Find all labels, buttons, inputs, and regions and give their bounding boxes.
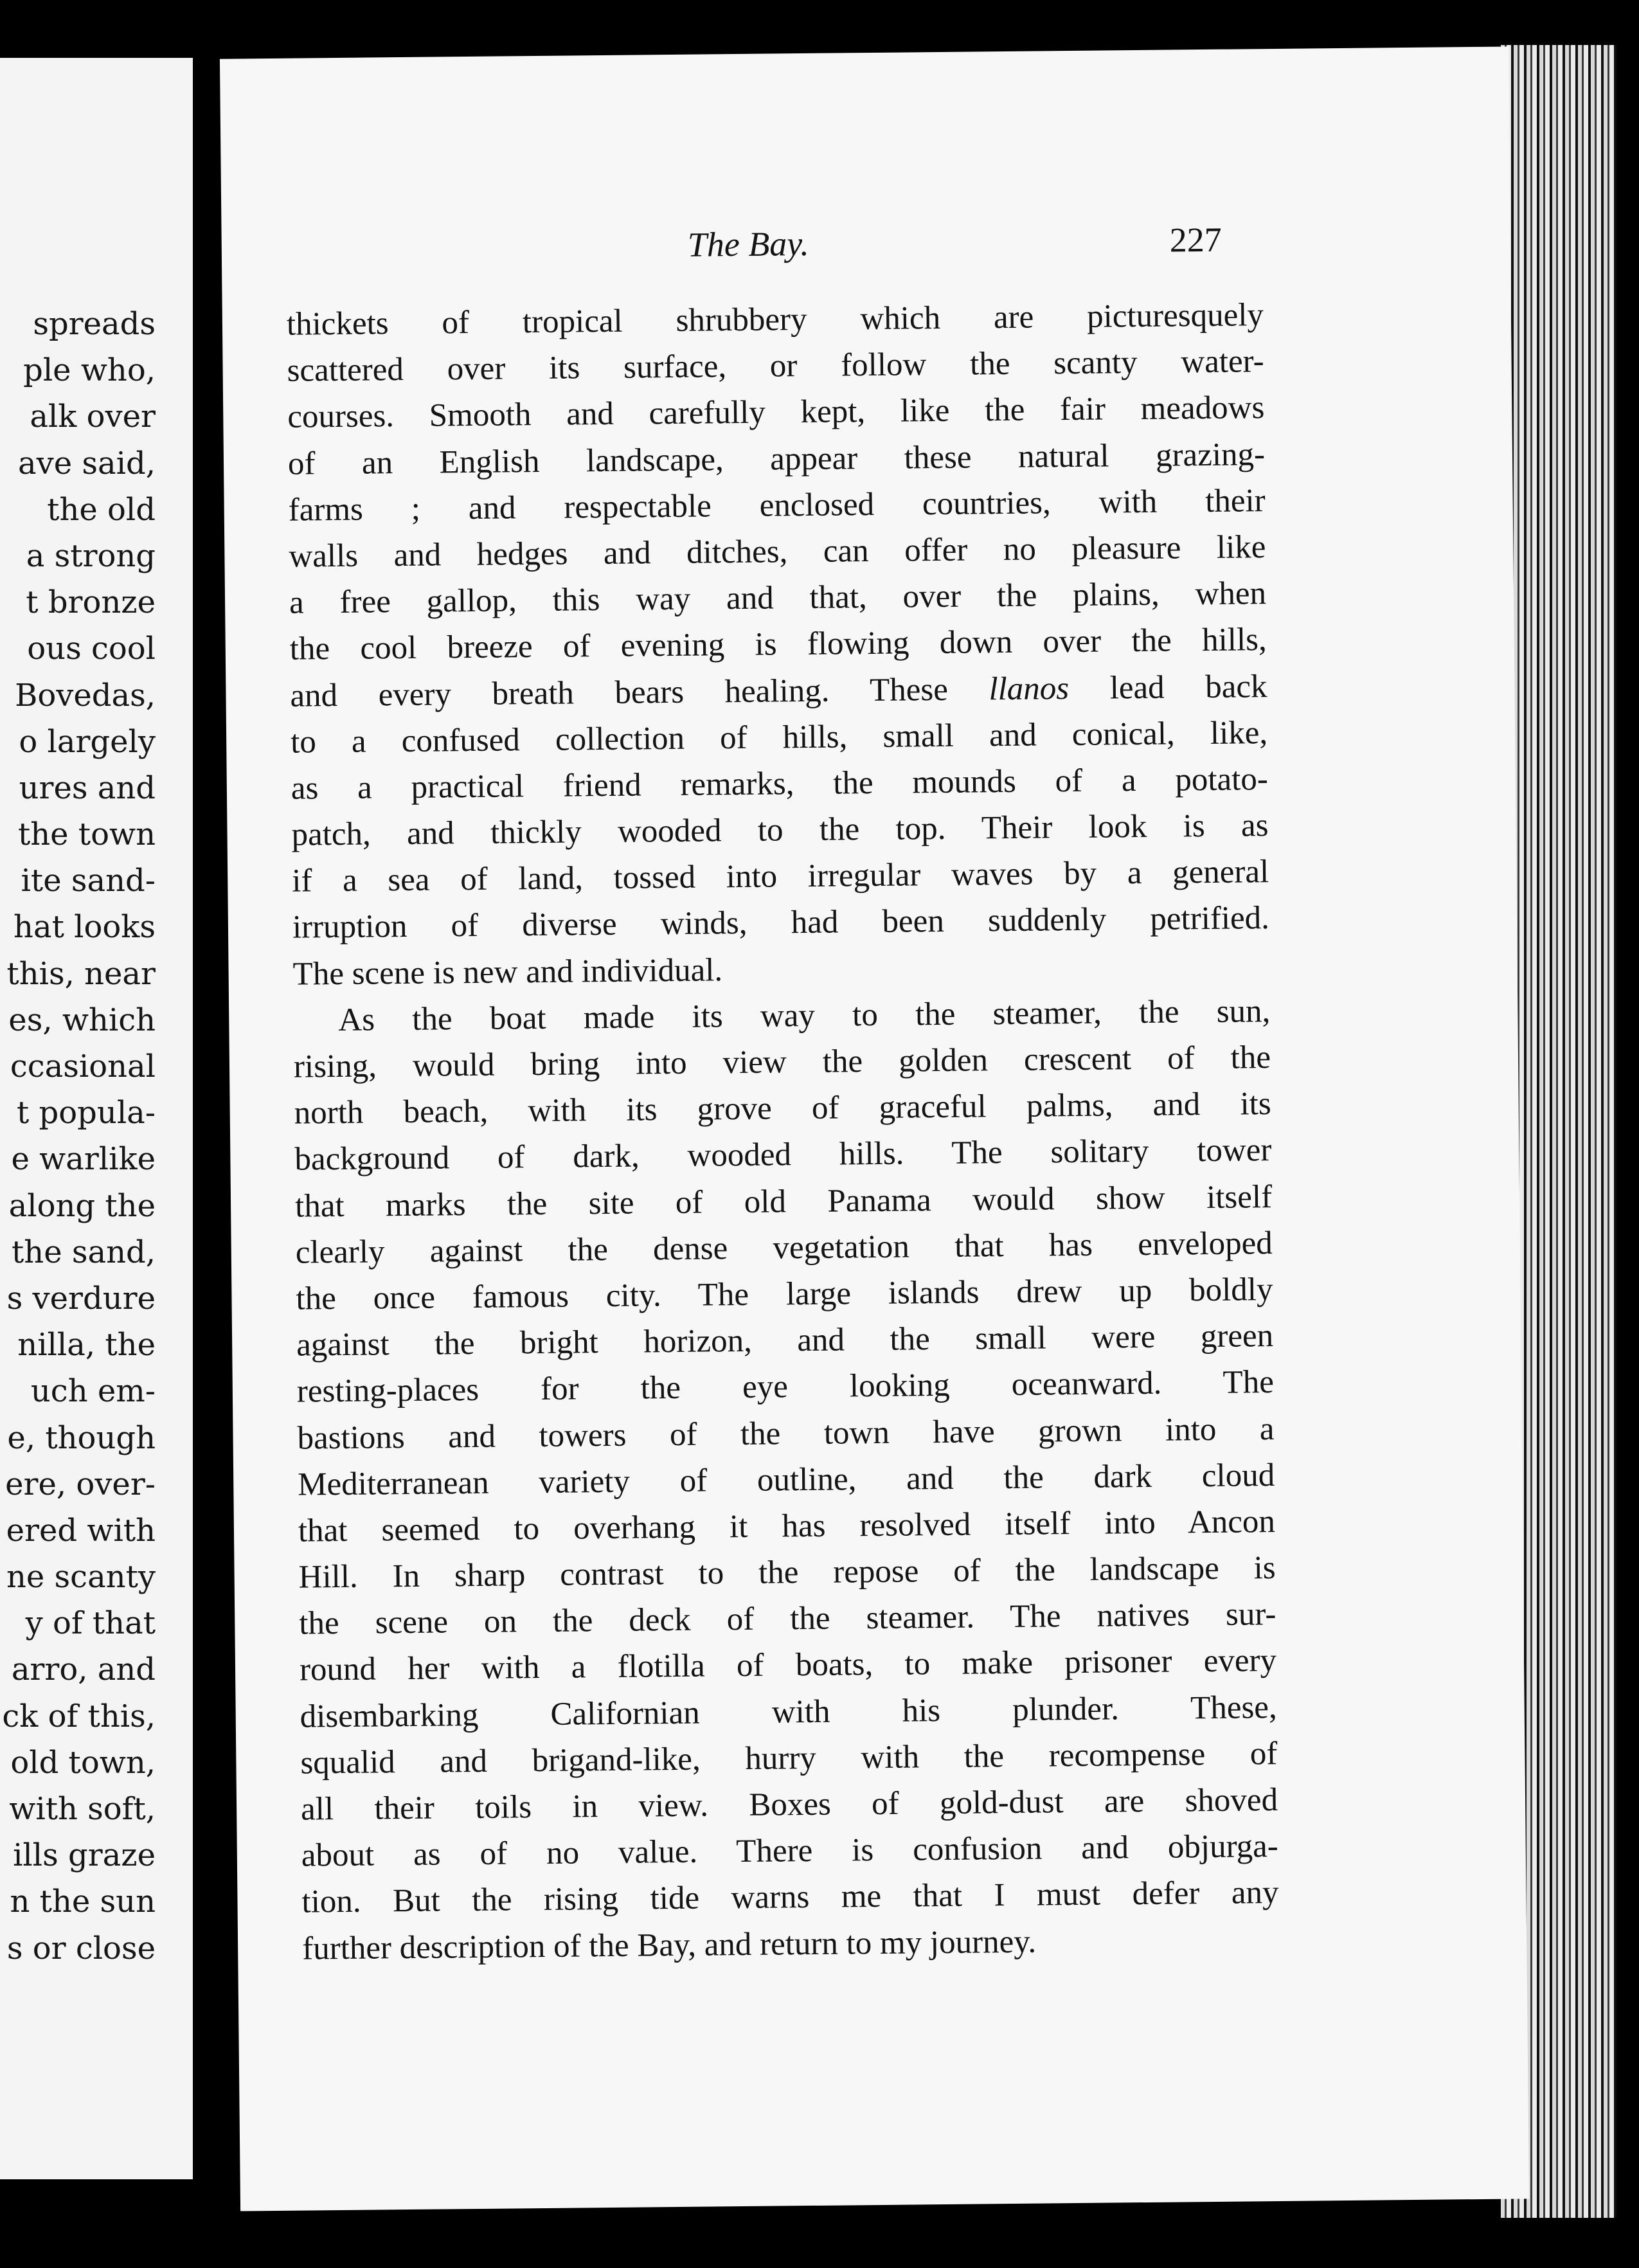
right-page xyxy=(220,46,1529,2211)
text-line: that marks the site of old Panama would show itself xyxy=(294,1178,1273,1225)
left-line: spreads xyxy=(33,306,156,342)
left-line: hat looks xyxy=(13,909,156,946)
text-line: patch, and thickly wooded to the top. Their look is as xyxy=(291,807,1269,853)
left-line: ple who, xyxy=(23,352,156,389)
left-page xyxy=(0,58,193,2179)
text-line: of an English landscape, appear these natural grazing- xyxy=(287,436,1266,482)
text-line: further description of the Bay, and return to my journey. xyxy=(301,1923,1037,1967)
text-line: rising, would bring into view the golden crescent of the xyxy=(293,1040,1271,1085)
left-line: ere, over- xyxy=(5,1466,156,1502)
left-line: t popula- xyxy=(17,1095,156,1131)
text-line: farms ; and respectable enclosed countries, with their xyxy=(288,482,1266,528)
text-fragment: lead back xyxy=(1109,668,1267,706)
left-line: y of that xyxy=(25,1605,156,1642)
left-line: this, near xyxy=(6,955,156,992)
text-line: north beach, with its grove of graceful palms, and its xyxy=(294,1086,1271,1131)
text-line: disembarking Californian with his plunder. These, xyxy=(300,1689,1277,1735)
left-line: o largely xyxy=(19,723,156,760)
text-line: Hill. In sharp contrast to the repose of the landscape is xyxy=(298,1550,1276,1596)
left-line: nilla, the xyxy=(17,1327,156,1364)
text-line: walls and hedges and ditches, can offer no pleasure like xyxy=(289,529,1266,575)
body-text xyxy=(287,292,1280,1972)
text-fragment: and every breath bears healing. These xyxy=(290,671,949,714)
left-line: ccasional xyxy=(10,1048,156,1084)
text-line: scattered over its surface, or follow the scanty water- xyxy=(287,343,1264,389)
left-line: e, though xyxy=(7,1419,156,1456)
text-line: The scene is new and individual. xyxy=(292,951,723,993)
left-line: ures and xyxy=(19,770,156,806)
text-line: clearly against the dense vegetation that has enveloped xyxy=(295,1225,1273,1271)
left-line: along the xyxy=(8,1187,156,1224)
left-line: ite sand- xyxy=(21,863,156,899)
left-line: the sand, xyxy=(11,1234,156,1270)
left-line: the old xyxy=(47,491,156,528)
text-line: to a confused collection of hills, small and conical, like, xyxy=(290,714,1268,760)
left-line: ered with xyxy=(6,1512,156,1549)
left-line: alk over xyxy=(30,399,156,435)
running-head xyxy=(222,217,1511,280)
left-line: ne scanty xyxy=(6,1559,156,1596)
text-line: all their toils in view. Boxes of gold-dust are shoved xyxy=(300,1782,1278,1828)
text-line: the scene on the deck of the steamer. The natives sur- xyxy=(299,1596,1276,1642)
running-title: The Bay. xyxy=(687,224,810,264)
text-line: the cool breeze of evening is flowing down over the hills, xyxy=(289,622,1267,668)
left-line: the town xyxy=(17,816,156,853)
left-line: s verdure xyxy=(6,1280,156,1317)
left-line: a strong xyxy=(26,537,156,574)
left-line: n the sun xyxy=(10,1884,156,1920)
text-line: a free gallop, this way and that, over the plains, when xyxy=(289,575,1267,621)
text-line: if a sea of land, tossed into irregular waves by a general xyxy=(291,854,1269,899)
left-line: uch em- xyxy=(30,1373,156,1410)
italic-word: llanos xyxy=(989,670,1070,707)
text-line: that seemed to overhang it has resolved itself into Ancon xyxy=(298,1503,1276,1549)
text-line: resting-places for the eye looking oceanward. The xyxy=(296,1364,1275,1410)
text-line: As the boat made its way to the steamer, the sun, xyxy=(338,993,1271,1038)
text-line: courses. Smooth and carefully kept, like the fair meadows xyxy=(287,390,1265,436)
left-line: ck of this, xyxy=(2,1698,156,1734)
left-line: Bovedas, xyxy=(15,677,156,714)
text-line: squalid and brigand-like, hurry with the recompense of xyxy=(300,1735,1278,1781)
text-line: thickets of tropical shrubbery which are picturesquely xyxy=(286,297,1264,343)
left-line: ous cool xyxy=(27,631,156,667)
text-line: tion. But the rising tide warns me that I must defer any xyxy=(301,1875,1279,1920)
left-line: with soft, xyxy=(9,1791,156,1827)
text-line: the once famous city. The large islands drew up boldly xyxy=(296,1271,1273,1317)
text-line: about as of no value. There is confusion and objurga- xyxy=(301,1828,1279,1874)
text-line: against the bright horizon, and the small were green xyxy=(296,1318,1274,1364)
left-line: ave said, xyxy=(18,445,156,482)
left-line: ills graze xyxy=(13,1837,156,1874)
text-line: irruption of diverse winds, had been suddenly petrified. xyxy=(292,900,1270,946)
page-number: 227 xyxy=(1169,220,1223,260)
text-line: Mediterranean variety of outline, and the dark cloud xyxy=(298,1457,1275,1503)
left-line: es, which xyxy=(8,1002,156,1038)
left-line: old town, xyxy=(10,1744,156,1781)
left-line: s or close xyxy=(6,1930,156,1967)
text-line: as a practical friend remarks, the mounds of a potato- xyxy=(291,760,1269,807)
left-page-text xyxy=(2,301,156,1972)
text-line: round her with a flotilla of boats, to make prisoner every xyxy=(299,1643,1277,1689)
left-line: e warlike xyxy=(11,1141,156,1178)
left-line: arro, and xyxy=(11,1652,156,1688)
text-line: background of dark, wooded hills. The solitary tower xyxy=(294,1132,1272,1178)
left-line: t bronze xyxy=(26,584,156,621)
text-line: bastions and towers of the town have grown into a xyxy=(297,1410,1275,1457)
